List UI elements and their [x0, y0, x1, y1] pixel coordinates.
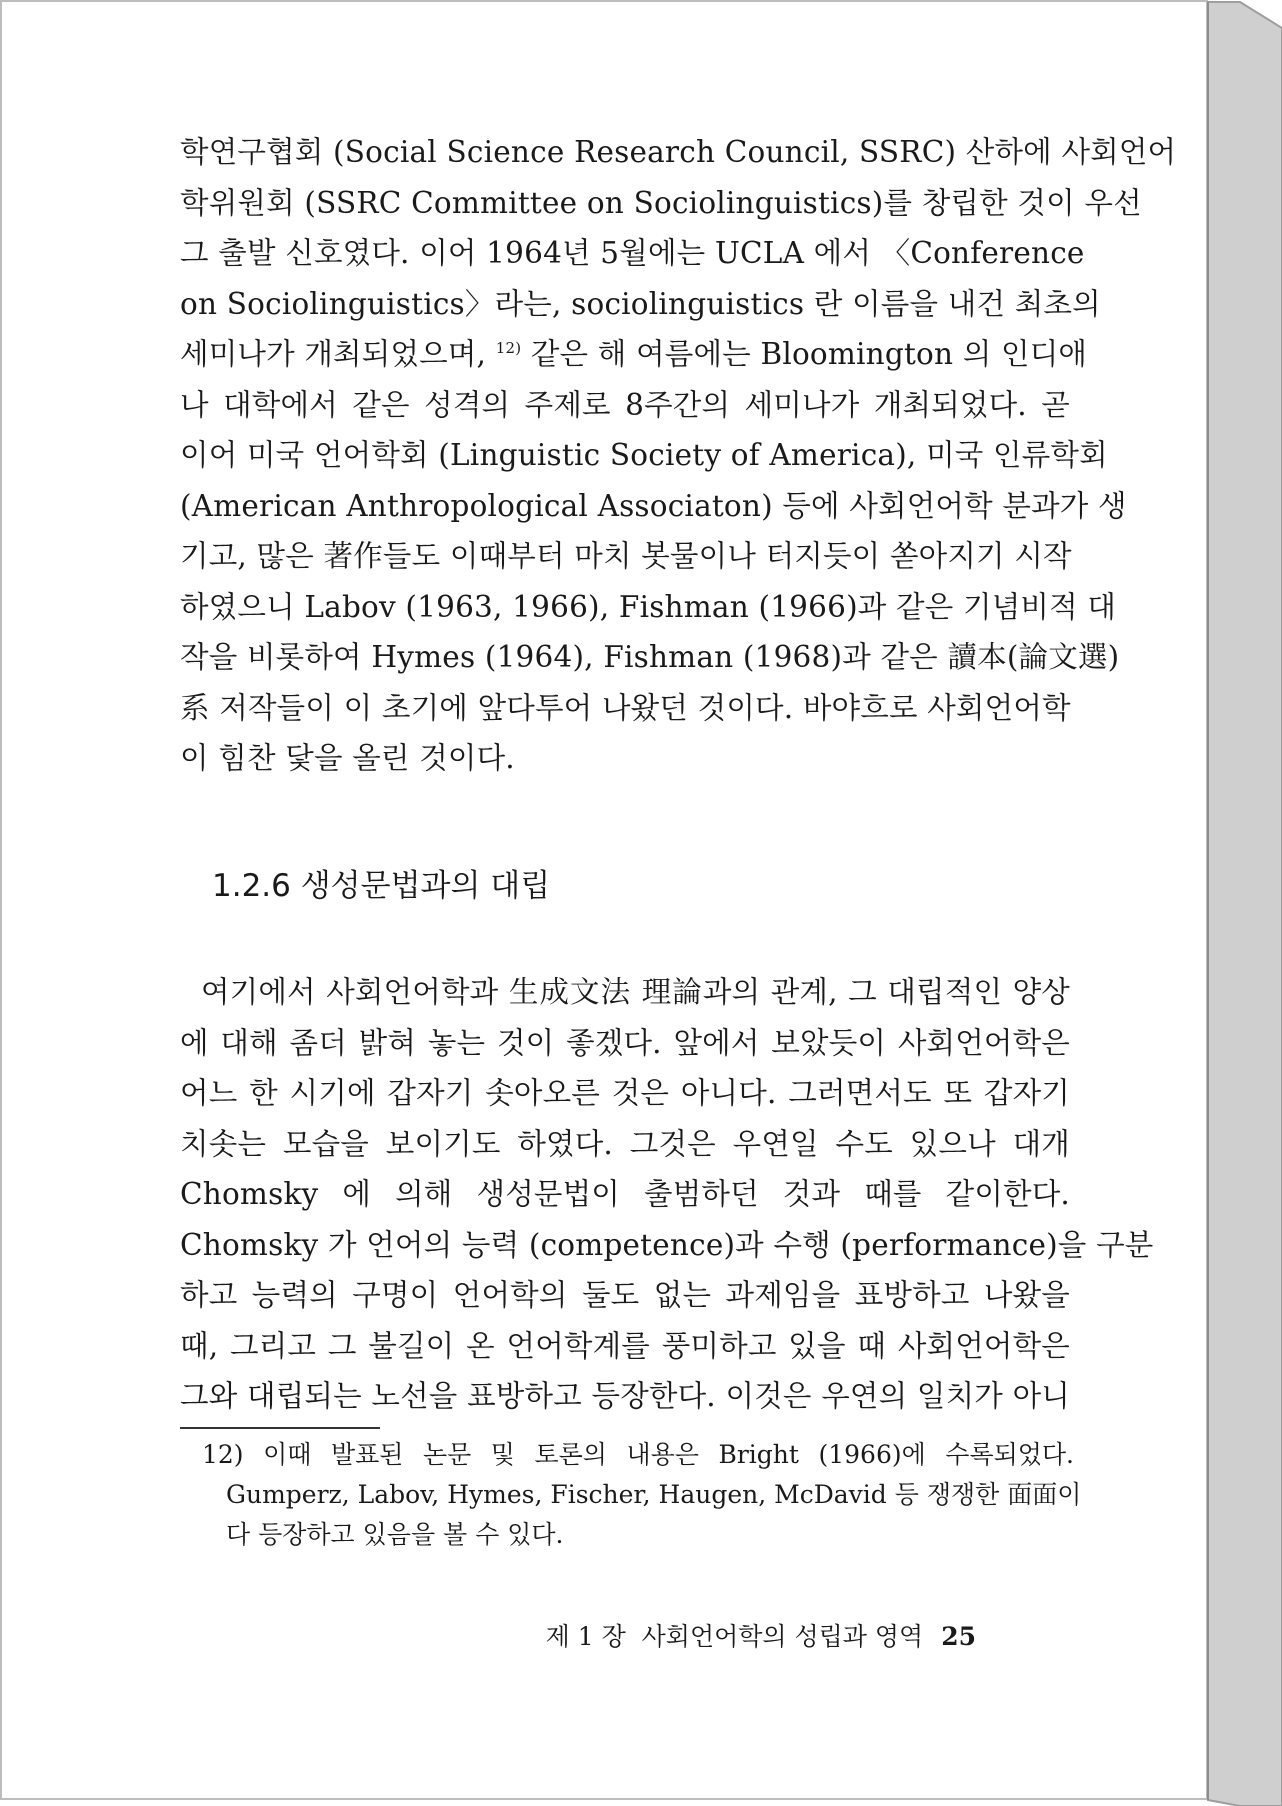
text-line: Chomsky 가 언어의 능력 (competence)과 수행 (performance)을 구분 — [180, 1227, 1154, 1262]
text-line: 이어 미국 언어학회 (Linguistic Society of America), 미국 인류학회 — [180, 438, 1108, 472]
chapter-title: 제 1 장 사회언어학의 성립과 영역 — [545, 1622, 924, 1651]
text-line: 작을 비롯하여 Hymes (1964), Fishman (1968)과 같은 讀本(論文選) — [180, 640, 1120, 674]
text-line: 어느 한 시기에 갑자기 솟아오른 것은 아니다. 그러면서도 또 갑자기 — [180, 1076, 1070, 1110]
section-heading: 1.2.6 생성문법과의 대립 — [212, 868, 551, 904]
text-line: 에 대해 좀더 밝혀 놓는 것이 좋겠다. 앞에서 보았듯이 사회언어학은 — [180, 1025, 1070, 1060]
text-segment: 같은 해 여름에는 Bloomington 의 인디애 — [521, 337, 1088, 371]
text-line: Chomsky 에 의해 생성문법이 출범하던 것과 때를 같이한다. — [180, 1177, 1070, 1211]
text-line: 그 출발 신호였다. 이어 1964년 5월에는 UCLA 에서 〈Conference — [180, 236, 1085, 270]
footnote-ref: 12) — [495, 339, 522, 358]
text-line: 때, 그리고 그 불길이 온 언어학계를 풍미하고 있을 때 사회언어학은 — [180, 1328, 1070, 1363]
text-segment: 세미나가 개최되었으며, — [180, 337, 496, 371]
text-line: 여기에서 사회언어학과 生成文法 理論과의 관계, 그 대립적인 양상 — [180, 975, 1070, 1009]
text-line: 나 대학에서 같은 성격의 주제로 8주간의 세미나가 개최되었다. 곧 — [180, 387, 1070, 422]
text-line: 학위원회 (SSRC Committee on Sociolinguistics)를 창립한 것이 우선 — [180, 185, 1142, 220]
page-number: 25 — [941, 1622, 976, 1651]
text-line: 그와 대립되는 노선을 표방하고 등장한다. 이것은 우연의 일치가 아니 — [180, 1379, 1070, 1413]
text-line: 치솟는 모습을 보이기도 하였다. 그것은 우연일 수도 있으나 대개 — [180, 1126, 1070, 1161]
text-line: 하였으니 Labov (1963, 1966), Fishman (1966)과 같은 기념비적 대 — [180, 589, 1117, 624]
text-line: 학연구협회 (Social Science Research Council, SSRC) 산하에 사회언어 — [180, 135, 1177, 169]
text-line: 系 저작들이 이 초기에 앞다투어 나왔던 것이다. 바야흐로 사회언어학 — [180, 690, 1071, 725]
text-line: 하고 능력의 구명이 언어학의 둘도 없는 과제임을 표방하고 나왔을 — [180, 1278, 1070, 1312]
text-line: (American Anthropological Associaton) 등에 사회언어학 분과가 생 — [180, 488, 1127, 523]
footnote-line: 다 등장하고 있음을 볼 수 있다. — [226, 1520, 564, 1549]
text-line: 이 힘찬 닻을 올린 것이다. — [180, 741, 515, 775]
text-line: on Sociolinguistics〉라는, sociolinguistics 란 이름을 내건 최초의 — [180, 286, 1101, 321]
text-line: 기고, 많은 著作들도 이때부터 마치 봇물이나 터지듯이 쏟아지기 시작 — [180, 539, 1072, 573]
book-side-edge — [1208, 2, 1282, 1806]
footnote-line: 12) 이때 발표된 논문 및 토론의 내용은 Bright (1966)에 수록되었다. — [202, 1440, 1074, 1469]
footnote-line: Gumperz, Labov, Hymes, Fischer, Haugen, McDavid 등 쟁쟁한 面面이 — [226, 1480, 1082, 1509]
